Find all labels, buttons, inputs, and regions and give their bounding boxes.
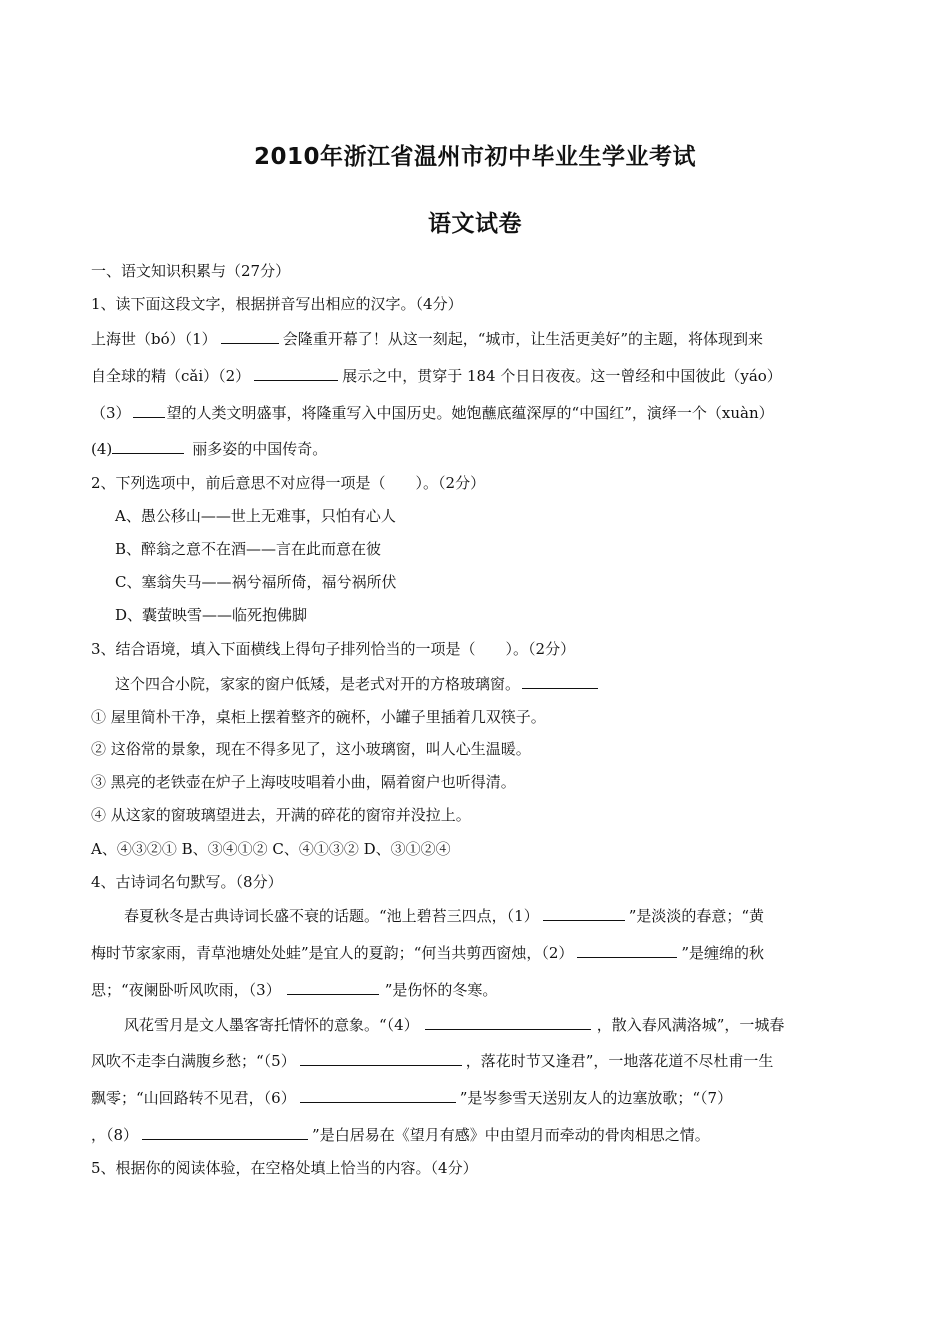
question-3-choices: A、④③②① B、③④①② C、④①③② D、③①②④ — [91, 840, 451, 858]
sentence-3: ③ 黑亮的老铁壶在炉子上海吱吱唱着小曲，隔着窗户也听得清。 — [91, 773, 516, 791]
question-4-para1-line1 — [124, 905, 764, 926]
sentence-4: ④ 从这家的窗玻璃望进去，开满的碎花的窗帘并没拉上。 — [91, 806, 471, 824]
question-1-line-3 — [91, 402, 774, 423]
question-4-para1-line2 — [91, 942, 764, 963]
section-heading: 一、语文知识积累与（27分） — [91, 262, 291, 280]
answer-blank[interactable] — [287, 979, 379, 995]
answer-blank[interactable] — [133, 402, 165, 418]
sentence-2: ② 这俗常的景象，现在不得多见了，这小玻璃窗，叫人心生温暖。 — [91, 740, 531, 758]
question-4-para2-line3 — [91, 1087, 732, 1108]
poem-text: ”是岑参雪天送别友人的边塞放歌；“（7） — [459, 1089, 733, 1107]
poem-text: ，散入春风满洛城”，一城春 — [596, 1016, 785, 1034]
q1-text: 展示之中，贯穿于 184 个日日夜夜。这一曾经和中国彼此（yáo） — [342, 367, 782, 385]
option-d: D、囊萤映雪——临死抱佛脚 — [115, 606, 308, 624]
poem-text: 春夏秋冬是古典诗词长盛不衰的话题。“池上碧苔三四点，（1） — [124, 907, 539, 925]
answer-blank[interactable] — [425, 1014, 591, 1030]
q1-text: 上海世（bó）（1） — [91, 330, 217, 348]
answer-blank[interactable] — [112, 438, 184, 454]
question-1-prompt: 1、读下面这段文字，根据拼音写出相应的汉字。（4分） — [91, 295, 463, 313]
exam-title: 2010年浙江省温州市初中毕业生学业考试 — [253, 144, 696, 170]
poem-text: ”是伤怀的冬寒。 — [384, 981, 498, 999]
answer-blank[interactable] — [142, 1124, 308, 1140]
question-3-context — [115, 673, 598, 694]
question-1-line-1 — [91, 328, 763, 349]
poem-text: 梅时节家家雨，青草池塘处处蛙”是宜人的夏韵；“何当共剪西窗烛，（2） — [91, 944, 574, 962]
q1-text: (4) — [91, 440, 113, 458]
question-3-prompt: 3、结合语境，填入下面横线上得句子排列恰当的一项是（ ）。（2分） — [91, 640, 576, 658]
sentence-1: ① 屋里简朴干净，桌柜上摆着整齐的碗杯，小罐子里插着几双筷子。 — [91, 708, 546, 726]
option-a: A、愚公移山——世上无难事，只怕有心人 — [115, 507, 396, 525]
poem-text: 飘零；“山回路转不见君，（6） — [91, 1089, 296, 1107]
poem-text: 思；“夜阑卧听风吹雨，（3） — [91, 981, 281, 999]
answer-blank[interactable] — [300, 1087, 456, 1103]
q1-text: 望的人类文明盛事，将隆重写入中国历史。她饱蘸底蕴深厚的“中国红”，演绎一个（xuàn） — [166, 404, 774, 422]
poem-text: 风花雪月是文人墨客寄托情怀的意象。“（4） — [124, 1016, 419, 1034]
question-5-prompt: 5、根据你的阅读体验，在空格处填上恰当的内容。（4分） — [91, 1159, 478, 1177]
answer-blank[interactable] — [221, 328, 279, 344]
poem-text: ”是缠绵的秋 — [681, 944, 765, 962]
answer-blank[interactable] — [522, 673, 598, 689]
answer-blank[interactable] — [300, 1050, 462, 1066]
exam-subtitle: 语文试卷 — [428, 211, 522, 237]
option-b: B、醉翁之意不在酒——言在此而意在彼 — [115, 540, 382, 558]
poem-text: ，落花时节又逢君”，一地落花道不尽杜甫一生 — [465, 1052, 774, 1070]
q1-text: （3） — [91, 404, 131, 422]
question-2-prompt: 2、下列选项中，前后意思不对应得一项是（ ）。（2分） — [91, 474, 486, 492]
poem-text: ”是淡淡的春意；“黄 — [628, 907, 765, 925]
option-c: C、塞翁失马——祸兮福所倚，福兮祸所伏 — [115, 573, 397, 591]
context-text: 这个四合小院，家家的窗户低矮，是老式对开的方格玻璃窗。 — [115, 675, 521, 693]
question-4-para1-line3 — [91, 979, 497, 1000]
answer-blank[interactable] — [577, 942, 677, 958]
question-1-line-2 — [91, 365, 782, 386]
question-4-para2-line1 — [124, 1014, 784, 1035]
q1-text: 会隆重开幕了！从这一刻起，“城市，让生活更美好”的主题，将体现到来 — [282, 330, 764, 348]
question-4-prompt: 4、古诗词名句默写。（8分） — [91, 873, 283, 891]
question-4-para2-line2 — [91, 1050, 773, 1071]
poem-text: ”是白居易在《望月有感》中由望月而牵动的骨肉相思之情。 — [312, 1126, 710, 1144]
poem-text: ，（8） — [91, 1126, 139, 1144]
q1-text: 自全球的精（cǎi）（2） — [91, 367, 251, 385]
answer-blank[interactable] — [543, 905, 625, 921]
q1-text: 丽多姿的中国传奇。 — [192, 440, 328, 458]
answer-blank[interactable] — [254, 365, 338, 381]
poem-text: 风吹不走李白满腹乡愁；“（5） — [91, 1052, 296, 1070]
question-1-line-4 — [91, 438, 327, 459]
question-4-para2-line4 — [91, 1124, 710, 1145]
